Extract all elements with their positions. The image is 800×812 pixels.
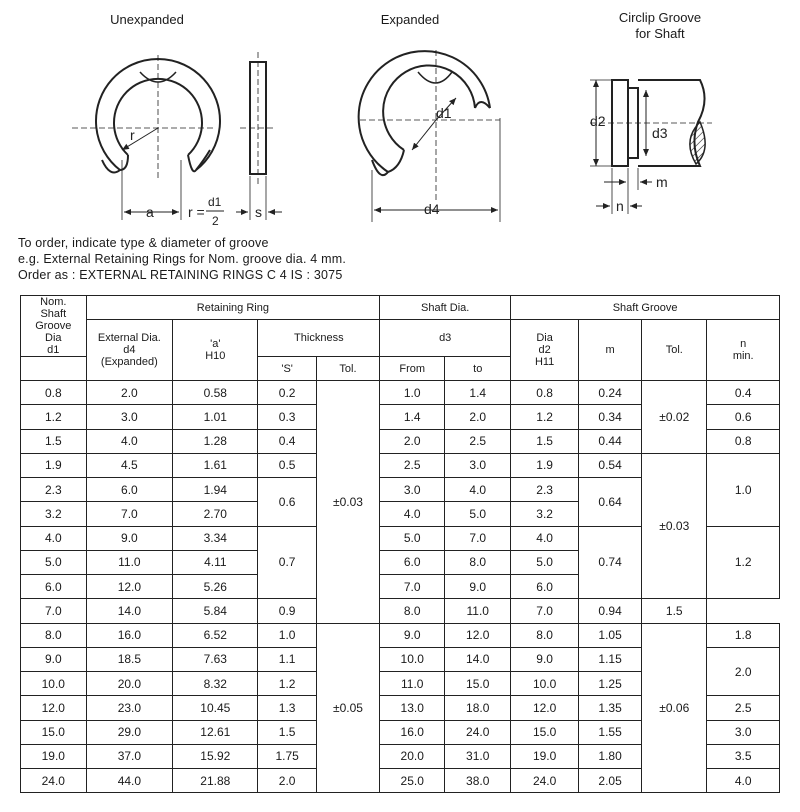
cell-d2: 9.0 bbox=[511, 647, 579, 671]
cell-a: 5.84 bbox=[173, 599, 258, 623]
header-nom-shaft-groove-dia: Nom. Shaft Groove Dia d1 bbox=[21, 296, 87, 357]
cell-s: 1.5 bbox=[258, 720, 316, 744]
table-row bbox=[21, 381, 780, 405]
cell-d1: 1.2 bbox=[21, 405, 87, 429]
cell-to: 12.0 bbox=[445, 623, 511, 647]
header-dia-d2-h11: Dia d2 H11 bbox=[511, 320, 579, 381]
cell-d1: 6.0 bbox=[21, 575, 87, 599]
cell-to: 2.5 bbox=[445, 429, 511, 453]
order-instruction-line2: e.g. External Retaining Rings for Nom. groove dia. 4 mm. bbox=[18, 252, 347, 266]
cell-to: 11.0 bbox=[445, 599, 511, 623]
cell-to: 2.0 bbox=[445, 405, 511, 429]
cell-m: 0.54 bbox=[579, 453, 642, 477]
dim-d3-label: d3 bbox=[652, 125, 668, 141]
dim-d1-label: d1 bbox=[436, 105, 452, 121]
cell-d1: 7.0 bbox=[21, 599, 87, 623]
cell-a: 3.34 bbox=[173, 526, 258, 550]
cell-d4: 20.0 bbox=[86, 672, 173, 696]
cell-groove-tol-002: ±0.02 bbox=[642, 381, 707, 454]
order-instruction-line3: Order as : EXTERNAL RETAINING RINGS C 4 IS : 3075 bbox=[18, 268, 343, 282]
cell-m: 0.34 bbox=[579, 405, 642, 429]
cell-d4: 29.0 bbox=[86, 720, 173, 744]
cell-from: 16.0 bbox=[380, 720, 445, 744]
header-a-h10: 'a' H10 bbox=[173, 320, 258, 381]
header-groove-tol: Tol. bbox=[642, 320, 707, 381]
cell-m: 1.05 bbox=[579, 623, 642, 647]
cell-n: 0.8 bbox=[707, 429, 780, 453]
cell-to: 15.0 bbox=[445, 672, 511, 696]
cell-d1: 2.3 bbox=[21, 478, 87, 502]
cell-s: 0.9 bbox=[258, 599, 316, 623]
cell-d2: 1.9 bbox=[511, 453, 579, 477]
cell-d1: 1.9 bbox=[21, 453, 87, 477]
header-d3: d3 bbox=[380, 320, 511, 357]
groove-caption-line1: Circlip Groove bbox=[618, 10, 702, 25]
cell-to: 8.0 bbox=[445, 550, 511, 574]
cell-groove-tol-003: ±0.03 bbox=[642, 453, 707, 599]
unexpanded-caption: Unexpanded bbox=[110, 12, 184, 27]
cell-s: 0.5 bbox=[258, 453, 316, 477]
shaft-groove-drawing bbox=[590, 80, 712, 214]
cell-d2: 4.0 bbox=[511, 526, 579, 550]
dim-d2-label: d2 bbox=[590, 113, 606, 129]
cell-from: 10.0 bbox=[380, 647, 445, 671]
cell-to: 3.0 bbox=[445, 453, 511, 477]
cell-d4: 44.0 bbox=[86, 769, 173, 793]
cell-d2: 2.3 bbox=[511, 478, 579, 502]
cell-n: 3.5 bbox=[707, 744, 780, 768]
cell-to: 31.0 bbox=[445, 744, 511, 768]
cell-n-merged: 2.0 bbox=[707, 647, 780, 696]
cell-from: 1.0 bbox=[380, 381, 445, 405]
cell-a: 1.61 bbox=[173, 453, 258, 477]
cell-d1: 9.0 bbox=[21, 647, 87, 671]
cell-n: 0.6 bbox=[707, 405, 780, 429]
cell-m: 0.44 bbox=[579, 429, 642, 453]
cell-n-merged: 1.0 bbox=[707, 453, 780, 526]
header-s: 'S' bbox=[258, 357, 316, 381]
cell-d4: 37.0 bbox=[86, 744, 173, 768]
cell-d1: 15.0 bbox=[21, 720, 87, 744]
cell-from: 2.0 bbox=[380, 429, 445, 453]
cell-d2: 5.0 bbox=[511, 550, 579, 574]
cell-d4: 3.0 bbox=[86, 405, 173, 429]
header-thickness: Thickness bbox=[258, 320, 380, 357]
cell-a: 8.32 bbox=[173, 672, 258, 696]
dim-d4-label: d4 bbox=[424, 201, 440, 217]
cell-d2: 8.0 bbox=[511, 623, 579, 647]
cell-d4: 9.0 bbox=[86, 526, 173, 550]
cell-a: 1.28 bbox=[173, 429, 258, 453]
dim-r-formula: r = bbox=[188, 204, 205, 220]
cell-to: 14.0 bbox=[445, 647, 511, 671]
dim-a-label: a bbox=[146, 204, 154, 220]
header-nom-d1-spacer bbox=[21, 357, 87, 381]
cell-to: 38.0 bbox=[445, 769, 511, 793]
header-shaft-groove: Shaft Groove bbox=[511, 296, 780, 320]
cell-s: 0.3 bbox=[258, 405, 316, 429]
cell-from: 7.0 bbox=[380, 575, 445, 599]
cell-d1: 19.0 bbox=[21, 744, 87, 768]
unexpanded-ring-drawing bbox=[72, 55, 220, 220]
cell-to: 9.0 bbox=[445, 575, 511, 599]
ring-thickness-drawing bbox=[236, 52, 282, 220]
header-m: m bbox=[579, 320, 642, 381]
cell-d1: 10.0 bbox=[21, 672, 87, 696]
header-thickness-tol: Tol. bbox=[316, 357, 379, 381]
retaining-ring-spec-table bbox=[20, 295, 780, 793]
cell-s: 1.75 bbox=[258, 744, 316, 768]
cell-d2: 15.0 bbox=[511, 720, 579, 744]
cell-d4: 11.0 bbox=[86, 550, 173, 574]
header-external-dia: External Dia. d4 (Expanded) bbox=[86, 320, 173, 381]
table-row bbox=[21, 599, 780, 623]
cell-a: 6.52 bbox=[173, 623, 258, 647]
dim-n-label: n bbox=[616, 198, 624, 214]
order-instruction-line1: To order, indicate type & diameter of groove bbox=[18, 236, 269, 250]
cell-d2: 0.8 bbox=[511, 381, 579, 405]
cell-d4: 4.5 bbox=[86, 453, 173, 477]
header-shaft-dia: Shaft Dia. bbox=[380, 296, 511, 320]
cell-d4: 16.0 bbox=[86, 623, 173, 647]
cell-s-merged: 0.7 bbox=[258, 526, 316, 599]
cell-m: 1.15 bbox=[579, 647, 642, 671]
cell-s: 2.0 bbox=[258, 769, 316, 793]
cell-n: 4.0 bbox=[707, 769, 780, 793]
cell-d1: 1.5 bbox=[21, 429, 87, 453]
dim-r-formula-num: d1 bbox=[208, 195, 222, 209]
cell-d2: 7.0 bbox=[511, 599, 579, 623]
dim-s-label: s bbox=[255, 204, 262, 220]
cell-s: 0.4 bbox=[258, 429, 316, 453]
cell-a: 0.58 bbox=[173, 381, 258, 405]
cell-d1: 5.0 bbox=[21, 550, 87, 574]
cell-s: 1.3 bbox=[258, 696, 316, 720]
cell-from: 25.0 bbox=[380, 769, 445, 793]
cell-from: 11.0 bbox=[380, 672, 445, 696]
cell-d4: 4.0 bbox=[86, 429, 173, 453]
cell-d2: 24.0 bbox=[511, 769, 579, 793]
header-to: to bbox=[445, 357, 511, 381]
table-row bbox=[21, 623, 780, 647]
cell-a: 10.45 bbox=[173, 696, 258, 720]
dim-r-label: r bbox=[130, 127, 135, 143]
cell-d1: 8.0 bbox=[21, 623, 87, 647]
cell-n-merged: 1.2 bbox=[707, 526, 780, 599]
cell-n: 1.8 bbox=[707, 623, 780, 647]
cell-m: 1.55 bbox=[579, 720, 642, 744]
cell-s: 1.0 bbox=[258, 623, 316, 647]
cell-d1: 3.2 bbox=[21, 502, 87, 526]
cell-from: 5.0 bbox=[380, 526, 445, 550]
cell-d1: 4.0 bbox=[21, 526, 87, 550]
header-retaining-ring: Retaining Ring bbox=[86, 296, 380, 320]
cell-a: 4.11 bbox=[173, 550, 258, 574]
cell-to: 24.0 bbox=[445, 720, 511, 744]
cell-from: 9.0 bbox=[380, 623, 445, 647]
cell-from: 2.5 bbox=[380, 453, 445, 477]
cell-d2: 1.2 bbox=[511, 405, 579, 429]
cell-a: 5.26 bbox=[173, 575, 258, 599]
expanded-caption: Expanded bbox=[380, 12, 440, 27]
cell-d4: 6.0 bbox=[86, 478, 173, 502]
cell-n: 1.5 bbox=[642, 599, 707, 623]
cell-s-merged: 0.6 bbox=[258, 478, 316, 527]
cell-m: 0.94 bbox=[579, 599, 642, 623]
cell-n: 2.5 bbox=[707, 696, 780, 720]
cell-s: 0.2 bbox=[258, 381, 316, 405]
cell-d2: 19.0 bbox=[511, 744, 579, 768]
cell-d1: 12.0 bbox=[21, 696, 87, 720]
groove-caption-line2: for Shaft bbox=[635, 26, 685, 41]
circlip-drawings bbox=[0, 0, 800, 232]
cell-d4: 7.0 bbox=[86, 502, 173, 526]
cell-n: 0.4 bbox=[707, 381, 780, 405]
cell-m: 1.80 bbox=[579, 744, 642, 768]
cell-m: 2.05 bbox=[579, 769, 642, 793]
cell-from: 20.0 bbox=[380, 744, 445, 768]
cell-d1: 24.0 bbox=[21, 769, 87, 793]
cell-d4: 14.0 bbox=[86, 599, 173, 623]
cell-d2: 6.0 bbox=[511, 575, 579, 599]
cell-n: 3.0 bbox=[707, 720, 780, 744]
cell-a: 15.92 bbox=[173, 744, 258, 768]
cell-from: 13.0 bbox=[380, 696, 445, 720]
dim-r-formula-den: 2 bbox=[212, 214, 219, 228]
cell-to: 4.0 bbox=[445, 478, 511, 502]
cell-d4: 18.5 bbox=[86, 647, 173, 671]
cell-d4: 12.0 bbox=[86, 575, 173, 599]
cell-a: 1.94 bbox=[173, 478, 258, 502]
cell-a: 2.70 bbox=[173, 502, 258, 526]
cell-from: 6.0 bbox=[380, 550, 445, 574]
table-row bbox=[21, 453, 780, 477]
header-from: From bbox=[380, 357, 445, 381]
cell-to: 1.4 bbox=[445, 381, 511, 405]
cell-s: 1.2 bbox=[258, 672, 316, 696]
cell-m: 0.24 bbox=[579, 381, 642, 405]
cell-m-merged: 0.74 bbox=[579, 526, 642, 599]
cell-d4: 23.0 bbox=[86, 696, 173, 720]
cell-to: 5.0 bbox=[445, 502, 511, 526]
cell-to: 18.0 bbox=[445, 696, 511, 720]
cell-d4: 2.0 bbox=[86, 381, 173, 405]
cell-d2: 12.0 bbox=[511, 696, 579, 720]
cell-d2: 10.0 bbox=[511, 672, 579, 696]
cell-from: 3.0 bbox=[380, 478, 445, 502]
cell-a: 7.63 bbox=[173, 647, 258, 671]
cell-from: 1.4 bbox=[380, 405, 445, 429]
cell-m: 1.35 bbox=[579, 696, 642, 720]
cell-d2: 3.2 bbox=[511, 502, 579, 526]
dim-m-label: m bbox=[656, 174, 668, 190]
cell-a: 12.61 bbox=[173, 720, 258, 744]
cell-to: 7.0 bbox=[445, 526, 511, 550]
cell-from: 4.0 bbox=[380, 502, 445, 526]
cell-d1: 0.8 bbox=[21, 381, 87, 405]
cell-thickness-tol-005: ±0.05 bbox=[316, 623, 379, 793]
cell-thickness-tol-003: ±0.03 bbox=[316, 381, 379, 624]
cell-a: 1.01 bbox=[173, 405, 258, 429]
cell-s: 1.1 bbox=[258, 647, 316, 671]
cell-from: 8.0 bbox=[380, 599, 445, 623]
cell-m: 1.25 bbox=[579, 672, 642, 696]
cell-m-merged: 0.64 bbox=[579, 478, 642, 527]
cell-groove-tol-006: ±0.06 bbox=[642, 623, 707, 793]
cell-d2: 1.5 bbox=[511, 429, 579, 453]
cell-a: 21.88 bbox=[173, 769, 258, 793]
expanded-ring-drawing bbox=[359, 50, 500, 222]
header-n-min: n min. bbox=[707, 320, 780, 381]
